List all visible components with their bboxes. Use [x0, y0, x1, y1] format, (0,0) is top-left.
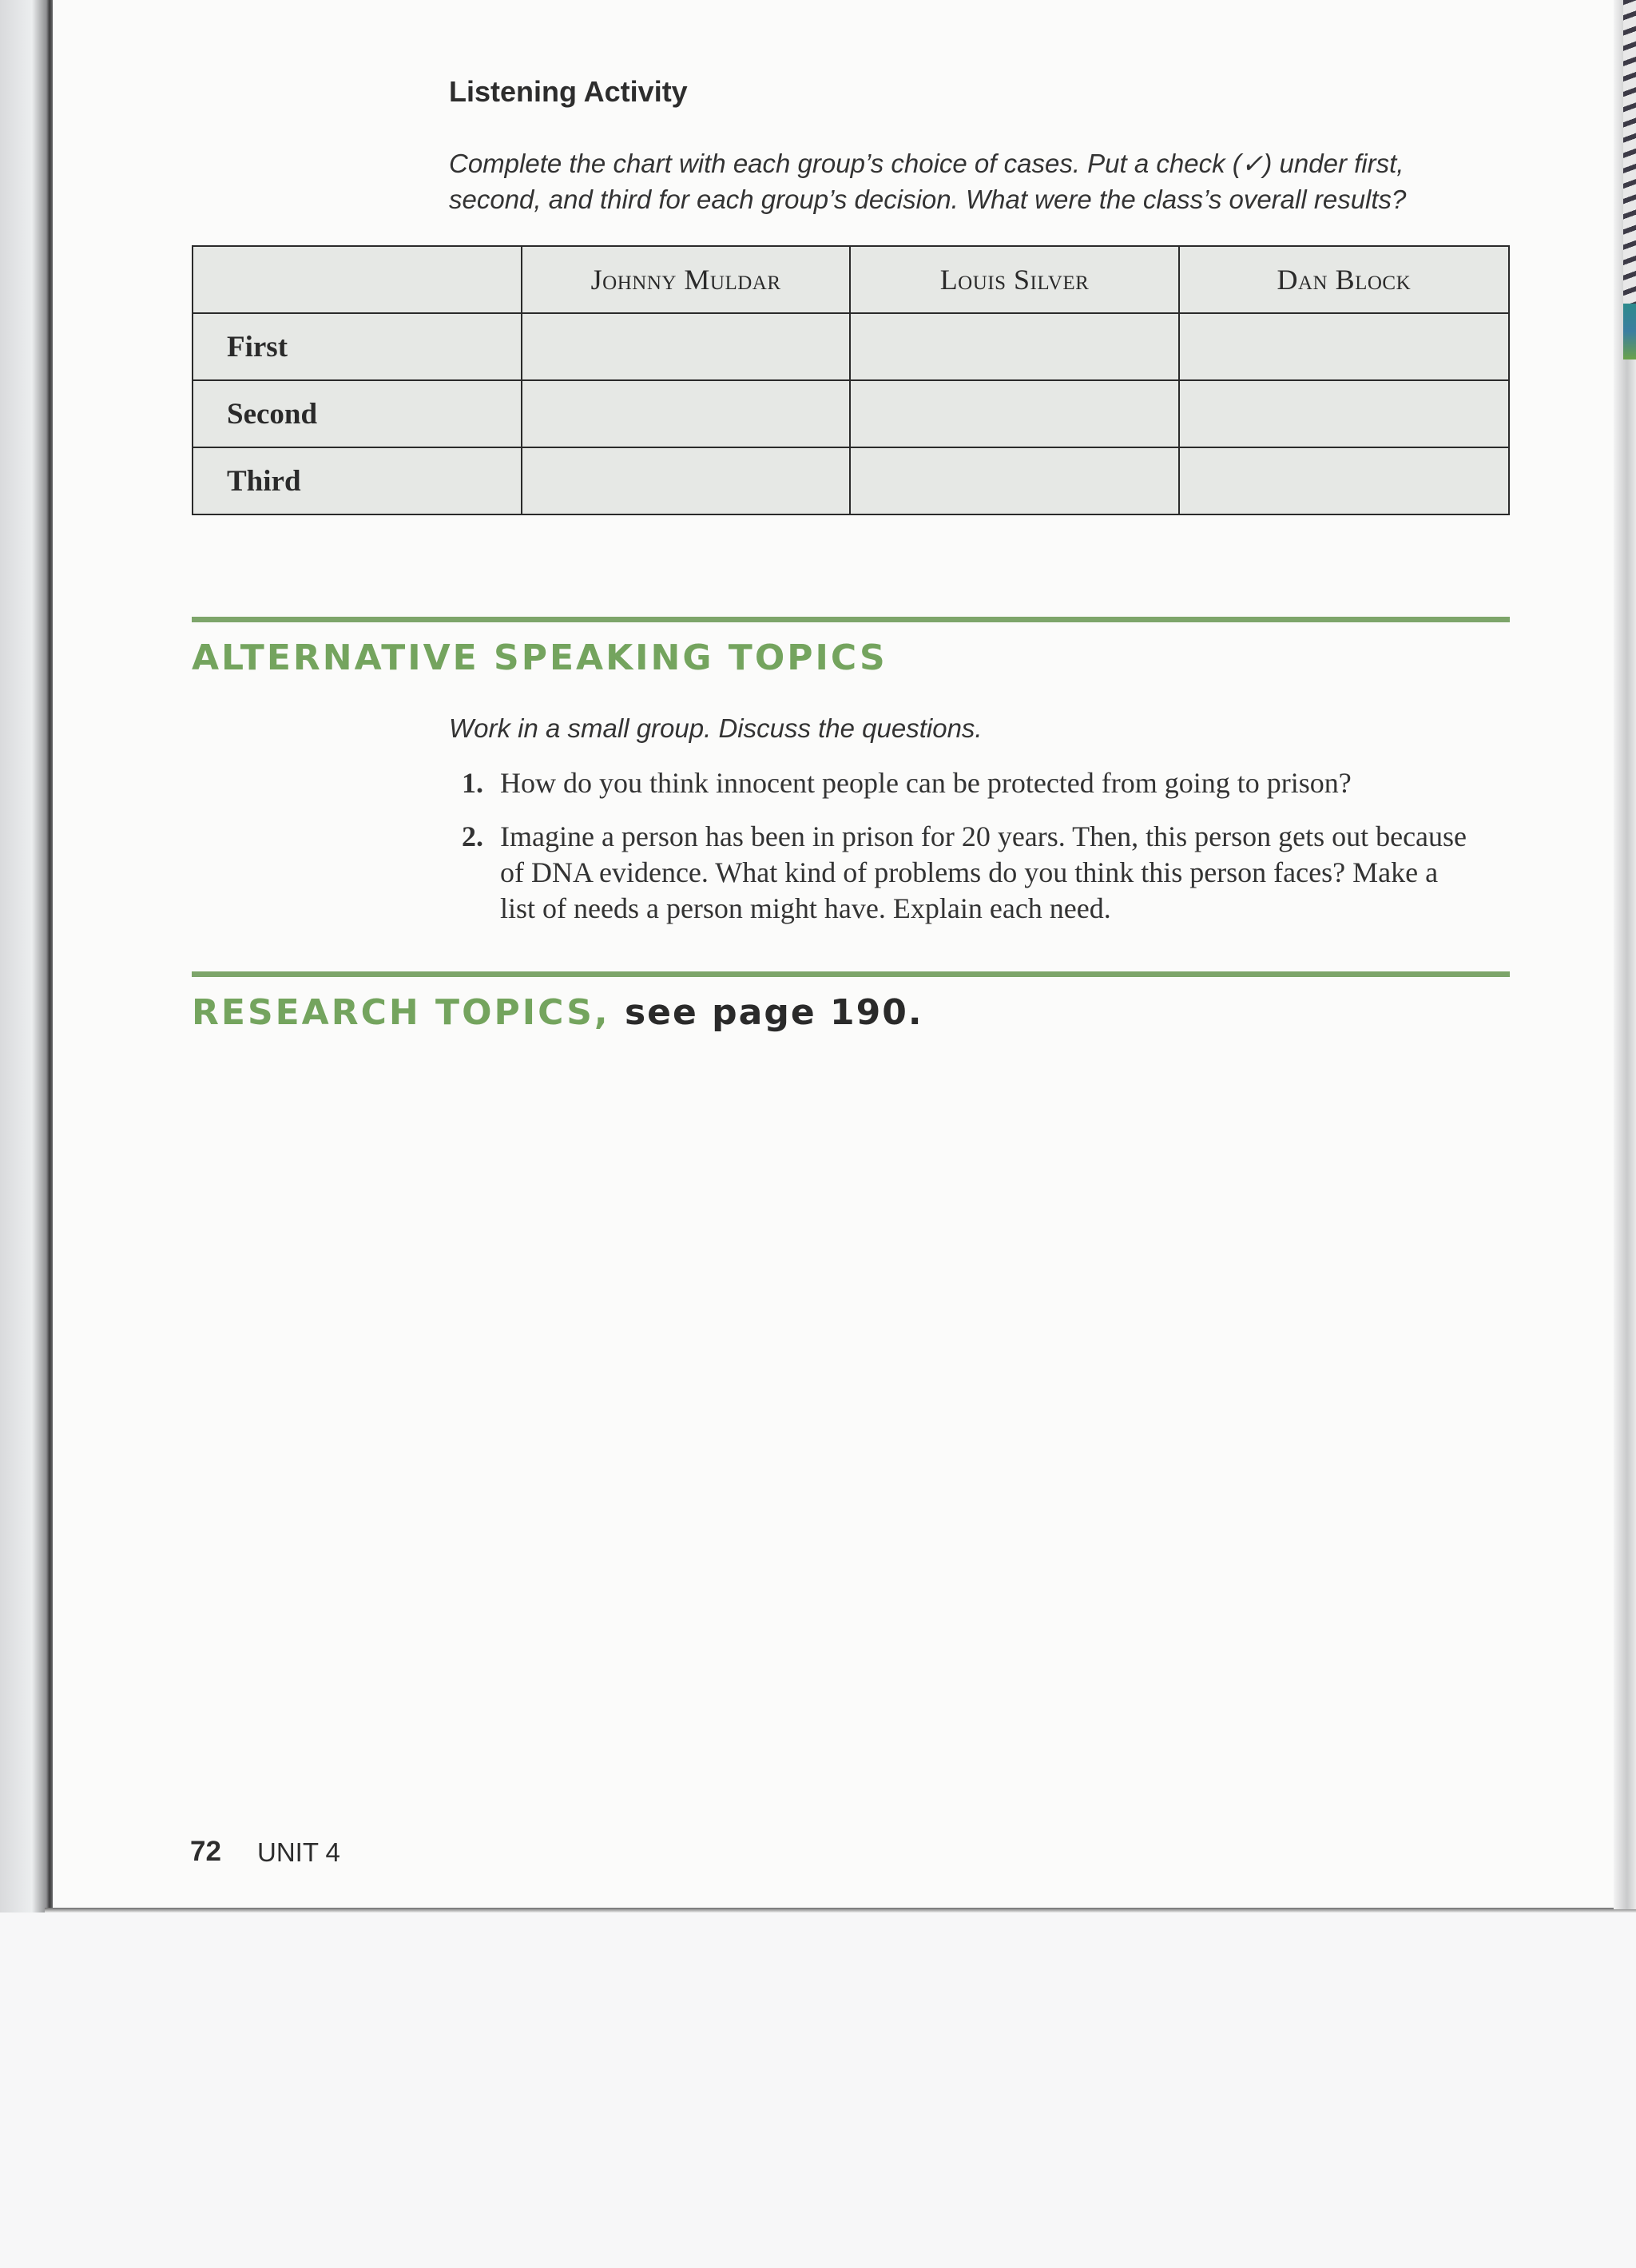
chart-row-label: Third [193, 447, 522, 514]
choice-chart [192, 245, 1510, 515]
alternative-speaking-topics-heading: ALTERNATIVE SPEAKING TOPICS [192, 638, 887, 678]
listening-activity-instructions: Complete the chart with each group’s choice of cases. Put a check (✓) under first, second, and third for each group’s decision. What were the class’s overall results? [449, 149, 1407, 214]
chart-header-dan-block: Dan Block [1179, 246, 1509, 313]
speaking-topics-intro: Work in a small group. Discuss the questions. [449, 713, 983, 743]
list-item [462, 765, 1468, 801]
chart-cell[interactable] [850, 313, 1178, 380]
chart-row-second [193, 380, 1509, 447]
chart-cell[interactable] [850, 447, 1178, 514]
section-divider [192, 971, 1510, 977]
section-divider [192, 617, 1510, 622]
chart-cell[interactable] [522, 313, 851, 380]
chart-cell[interactable] [522, 447, 851, 514]
chart-row-first [193, 313, 1509, 380]
chart-cell[interactable] [522, 380, 851, 447]
scanner-background [0, 1913, 1636, 2268]
question-number: 2. [462, 820, 483, 852]
question-text: Imagine a person has been in prison for 20 years. Then, this person gets out because of DNA evidence. What kind of problems do you think this person faces? Make a list of needs a person might have. Explain each need. [500, 820, 1467, 924]
speaking-questions [462, 765, 1468, 944]
chart-cell[interactable] [1179, 447, 1509, 514]
chart-header-corner [193, 246, 522, 313]
research-topics-heading [192, 992, 923, 1033]
chart-cell[interactable] [1179, 380, 1509, 447]
chart-header-row [193, 246, 1509, 313]
chart-cell[interactable] [1179, 313, 1509, 380]
page-edge-color-tab [1623, 304, 1636, 359]
research-topics-page-reference[interactable]: see page 190. [624, 992, 923, 1033]
page-number: 72 [190, 1836, 221, 1867]
chart-header-johnny-muldar: Johnny Muldar [522, 246, 851, 313]
listening-activity-title: Listening Activity [449, 75, 688, 108]
unit-label: UNIT 4 [257, 1837, 340, 1867]
page-edge-stripe [1623, 0, 1636, 304]
chart-header-louis-silver: Louis Silver [850, 246, 1178, 313]
research-topics-title: RESEARCH TOPICS, [192, 992, 610, 1033]
list-item [462, 819, 1468, 927]
chart-cell[interactable] [850, 380, 1178, 447]
chart-row-label: First [193, 313, 522, 380]
chart-row-third [193, 447, 1509, 514]
chart-row-label: Second [193, 380, 522, 447]
question-text: How do you think innocent people can be protected from going to prison? [500, 767, 1352, 799]
question-number: 1. [462, 767, 483, 799]
